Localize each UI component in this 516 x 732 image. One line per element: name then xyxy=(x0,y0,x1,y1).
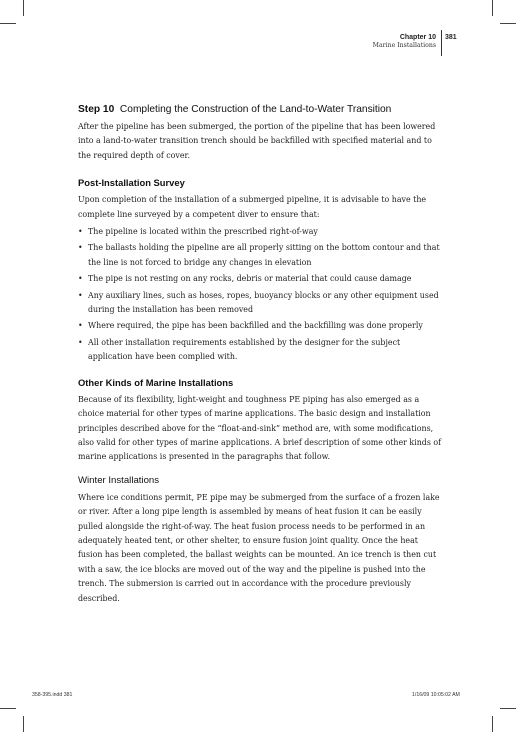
list-item: • The ballasts holding the pipeline are all properly sitting on the bottom contour and that the line is not forced to bridge any changes in elevation xyxy=(78,241,442,270)
step-10-heading xyxy=(78,104,442,115)
crop-mark-bottom-left-h xyxy=(0,708,16,709)
survey-list xyxy=(78,225,442,365)
step-10-body: After the pipeline has been submerged, the portion of the pipeline that has been lowered into a land-to-water transition trench should be backfilled with specified material and to the required depth of cover. xyxy=(78,122,436,160)
list-item: • All other installation requirements established by the designer for the subject application have been complied with. xyxy=(78,336,442,365)
survey-heading: Post-Installation Survey xyxy=(78,177,185,189)
crop-mark-top-right-h xyxy=(500,23,516,24)
chapter-label: Chapter 10 xyxy=(399,34,436,41)
list-item: • The pipeline is located within the prescribed right-of-way xyxy=(78,225,442,239)
winter-installations-heading: Winter Installations xyxy=(78,474,160,486)
page-content xyxy=(78,104,442,606)
footer-file-slug: 358-395.indd 381 xyxy=(32,692,73,698)
page-number: 381 xyxy=(445,34,457,41)
crop-mark-bottom-right xyxy=(492,716,493,732)
step-label: Step 10 xyxy=(78,104,115,115)
footer-timestamp: 1/16/09 10:05:02 AM xyxy=(412,692,460,698)
crop-mark-top-left-h xyxy=(0,23,16,24)
chapter-subtitle: Marine Installations xyxy=(372,42,436,50)
crop-mark-top-right xyxy=(492,0,493,16)
list-item: • The pipe is not resting on any rocks, debris or material that could cause damage xyxy=(78,272,442,286)
list-item: • Any auxiliary lines, such as hoses, ropes, buoyancy blocks or any other equipment used during the installation has been removed xyxy=(78,289,442,318)
step-title: Completing the Construction of the Land-to-Water Transition xyxy=(119,104,392,115)
header-divider xyxy=(441,30,442,56)
crop-mark-bottom-right-h xyxy=(500,708,516,709)
other-installations-heading: Other Kinds of Marine Installations xyxy=(78,376,234,388)
other-installations-body: Because of its flexibility, light-weight and toughness PE piping has also emerged as a choice material for other types of marine applications. The basic design and installation principles described above for the “float-and-sink” method are, with some modifications, also valid for other types of marine applications. A brief description of some other kinds of marine applications is presented in the paragraphs that follow. xyxy=(78,394,442,462)
survey-intro: Upon completion of the installation of a submerged pipeline, it is advisable to have the complete line surveyed by a competent diver to ensure that: xyxy=(78,195,427,219)
list-item: • Where required, the pipe has been backfilled and the backfilling was done properly xyxy=(78,319,442,333)
running-header xyxy=(373,34,436,49)
crop-mark-bottom-left xyxy=(23,716,24,732)
crop-mark-top-left xyxy=(23,0,24,16)
winter-installations-body: Where ice conditions permit, PE pipe may be submerged from the surface of a frozen lake or river. After a long pipe length is assembled by means of heat fusion it can be easily pulled alongside the right-of-way. The heat fusion process needs to be performed in an adequately heated tent, or other shelter, to ensure fusion joint quality. Once the heat fusion has been completed, the ballast weights can be mounted. An ice trench is then cut with a saw, the ice blocks are moved out of the way and the pipeline is pushed into the trench. The submersion is carried out in accordance with the procedure previously described. xyxy=(78,492,440,603)
